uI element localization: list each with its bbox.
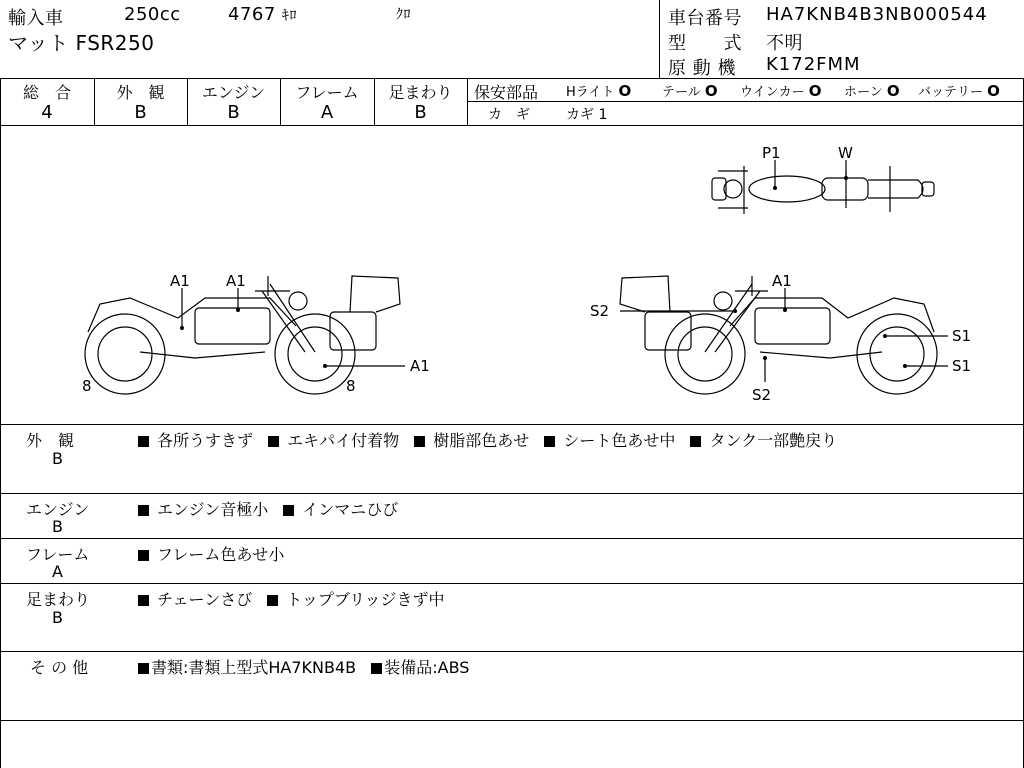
model-name: マット FSR250 [8, 31, 155, 55]
frame-no: HA7KNB4B3NB000544 [766, 4, 988, 25]
safety-label: 保安部品 [474, 83, 539, 102]
motorcycle-right-view [620, 276, 937, 394]
grade-overall: 4 [41, 102, 53, 123]
diagram-label: A1 [410, 357, 430, 375]
diagram-label: S1 [952, 357, 972, 375]
diagram-label: A1 [170, 272, 190, 290]
grade-header-exterior: 外 観 [116, 83, 165, 102]
header-divider [659, 0, 660, 78]
grade-suspension: B [414, 102, 427, 123]
diagram-label: 8 [82, 377, 92, 395]
safety-item-horn: ホーン O [844, 82, 900, 100]
rule [0, 493, 1024, 494]
remark-items-suspension: チェーンさび トップブリッジきず中 [138, 587, 455, 610]
rule [0, 424, 1024, 425]
rule [0, 583, 1024, 584]
diagram-label: W [838, 144, 853, 162]
diagram-label: S2 [752, 386, 772, 404]
remark-category-exterior: 外 観 [26, 431, 75, 450]
remark-grade-frame: A [52, 562, 63, 581]
rule [0, 78, 1024, 79]
diagram-label: A1 [226, 272, 246, 290]
frame-left [0, 78, 1, 768]
key-label: カ ギ [488, 107, 530, 123]
grade-header-engine: エンジン [201, 83, 266, 102]
grade-engine: B [227, 102, 240, 123]
engine-value: K172FMM [766, 54, 861, 75]
type-value: 不明 [766, 33, 803, 54]
grade-header-suspension: 足まわり [388, 83, 453, 102]
remark-items-frame: フレーム色あせ小 [138, 542, 294, 565]
remark-items-exterior: 各所うすきず エキパイ付着物 樹脂部色あせ シート色あせ中 タンク一部艶戻り [138, 428, 847, 451]
safety-item-headlight: Hライト O [566, 82, 632, 100]
diagram-label: S1 [952, 327, 972, 345]
remark-grade-exterior: B [52, 449, 63, 468]
grade-exterior: B [134, 102, 147, 123]
key-value: カギ 1 [566, 107, 608, 123]
engine-label: 原 動 機 [668, 58, 736, 79]
grade-header-overall: 総 合 [22, 83, 71, 102]
grade-header-frame: フレーム [295, 83, 359, 102]
grade-frame: A [320, 102, 334, 123]
import-label: 輸入車 [8, 8, 64, 29]
remark-category-suspension: 足まわり [26, 590, 91, 609]
safety-item-battery: バッテリー O [918, 82, 1000, 100]
diagram-label: S2 [590, 302, 610, 320]
diagram-label: A1 [772, 272, 792, 290]
remark-items-other: 書類:書類上型式HA7KNB4B 装備品:ABS [138, 655, 479, 678]
motorcycle-top-view [712, 166, 934, 214]
remark-grade-suspension: B [52, 608, 63, 627]
safety-item-tail: テール O [662, 82, 718, 100]
remark-category-other: そ の 他 [30, 658, 89, 677]
displacement: 250cc [124, 4, 181, 25]
rule [0, 651, 1024, 652]
type-label: 型 式 [668, 33, 742, 54]
frame-no-label: 車台番号 [668, 8, 742, 29]
grid-line [467, 78, 468, 125]
remark-category-engine: エンジン [26, 500, 90, 519]
diagram-label: P1 [762, 144, 781, 162]
mileage: 4767 ｷﾛ [228, 4, 298, 25]
rule [467, 101, 1024, 102]
damage-diagram [0, 126, 1024, 424]
safety-item-winker: ウインカー O [740, 82, 822, 100]
remark-items-engine: エンジン音極小 インマニひび [138, 497, 408, 520]
color-value: ｸﾛ [396, 7, 411, 23]
rule [0, 538, 1024, 539]
remark-category-frame: フレーム [26, 545, 90, 564]
diagram-label: 8 [346, 377, 356, 395]
remark-grade-engine: B [52, 517, 63, 536]
rule [0, 720, 1024, 721]
